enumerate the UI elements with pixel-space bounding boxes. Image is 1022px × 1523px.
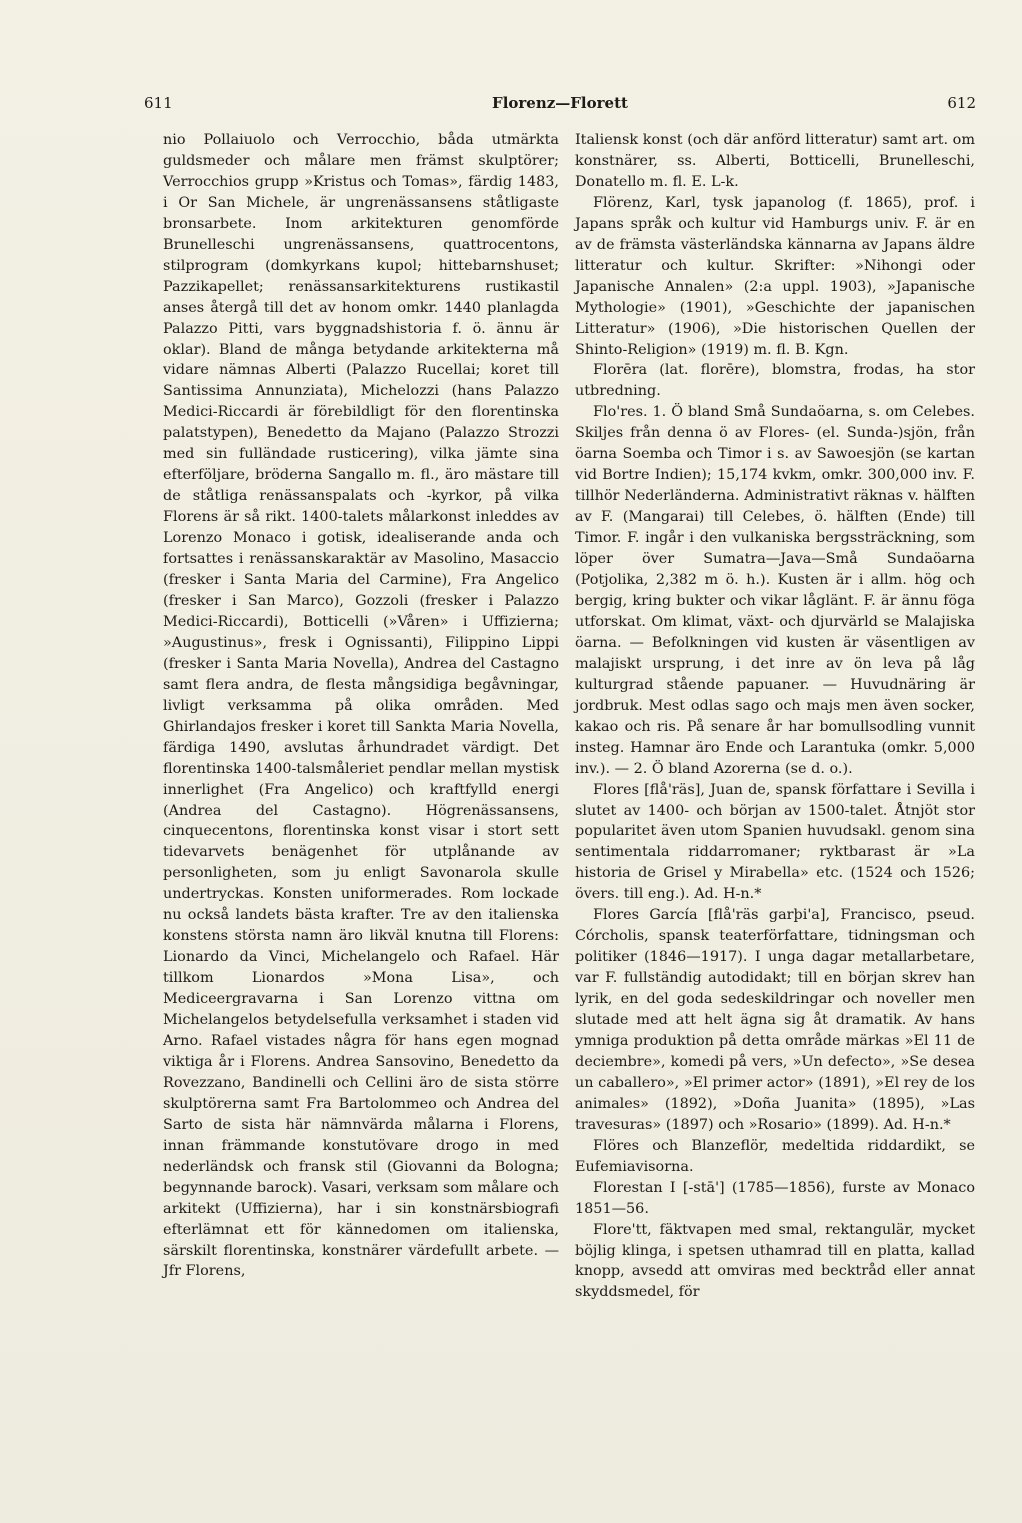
article-florenz-art-continued: nio Pollaiuolo och Verrocchio, båda utmärkta guldsmeder och målare men främst skulptörer; Verrocchios grupp »Kristus och Tomas», färdig 1483, i Or San Michele, är ungrenässansens ståtligaste bronsarbete. Inom arkitekturen genomförde Brunelleschi ungrenässansens, quattrocentons, stilprogram (domkyrkans kupol; hittebarnshuset; Pazzikapellet; renässansarkitekturens rustikastil anses återgå till det av honom omkr. 1440 planlagda Palazzo Pitti, vars byggnadshistoria f. ö. ännu är oklar). Bland de många betydande arkitekterna må vidare nämnas Alberti (Palazzo Rucellai; koret till Santissima Annunziata), Michelozzi (hans Palazzo Medici-Riccardi är förebildligt för den florentinska palatstypen), Benedetto da Majano (Palazzo Strozzi med sin fulländade rusticering), vilka jämte sina efterföljare, bröderna Sangallo m. fl., äro mästare till de ståtliga renässanspalats och -kyrkor, på vilka Florens är så rikt. 1400-talets målarkonst inleddes av Lorenzo Monaco i gotisk, idealiserande anda och fortsattes i renässanskaraktär av Masolino, Masaccio (fresker i Santa Maria del Carmine), Fra Angelico (fresker i San Marco), Gozzoli (fresker i Palazzo Medici-Riccardi), Botticelli (»Våren» i Uffizierna; »Augustinus», fresk i Ognissanti), Filippino Lippi (fresker i Santa Maria Novella), Andrea del Castagno samt flera andra, de flesta mångsidiga begåvningar, livligt verksamma på olika områden. Med Ghirlandajos fresker i koret till Sankta Maria Novella, färdiga 1490, avslutas århundradet värdigt. Det florentinska 1400-talsmåleriet pendlar mellan mystisk innerlighet (Fra Angelico) och kraftfylld energi (Andrea del Castagno). Högrenässansens, cinquecentons, florentinska konst visar i stort sett tidevarvets benägenhet för utplånande av personligheten, som ju enligt Savonarola skulle undertryckas. Konsten uniformerades. Rom lockade nu också landets bästa krafter. Tre av den italienska konstens största namn äro likväl knutna till Florens: Lionardo da Vinci, Michelangelo och Rafael. Här tillkom Lionardos »Mona Lisa», och Mediceergravarna i San Lorenzo vittna om Michelangelos betydelsefulla verksamhet i staden vid Arno. Rafael vistades några för hans egen mognad viktiga år i Florens. Andrea Sansovino, Benedetto da Rovezzano, Bandinelli och Cellini äro de sista större skulptörerna samt Fra Bartolommeo och Andrea del Sarto de sista här nämnvärda målarna i Florens, innan främmande konstutövare drogo in med nederländsk och fransk stil (Giovanni da Bologna; begynnande barock). Vasari, verksam som målare och arkitekt (Uffizierna), har i sin konstnärsbiografi efterlämnat ett för kännedomen om italienska, särskilt florentinska, konstnärer värdefullt arbete. — Jfr Florens, [163,132,559,1280]
right-column [575,130,975,1303]
right-page-number: 612 [947,94,976,112]
left-page-number: 611 [144,94,173,112]
entry-flores-juan: Flores [flå'räs], Juan de, spansk författare i Sevilla i slutet av 1400- och början av 1500-talet. Åtnjöt stor popularitet även utom Spanien huvudsakl. genom sina sentimentala riddarromaner; ryktbarast är »La historia de Grisel y Mirabella» etc. (1524 och 1526; övers. till eng.). Ad. H-n.* [575,781,975,903]
entry-flores-island: Flo'res. 1. Ö bland Små Sundaöarna, s. om Celebes. Skiljes från denna ö av Flores- (el. Sunda-)sjön, från öarna Soemba och Timor i s. av Sawoesjön (se kartan vid Bortre Indien); 15,174 kvkm, omkr. 300,000 inv. F. tillhör Nederländerna. Administrativt räknas v. hälften av F. (Mangarai) till Celebes, ö. hälften (Ende) till Timor. F. ingår i den vulkaniska bergssträckning, som löper över Sumatra—Java—Små Sundaöarna (Potjolika, 2,382 m ö. h.). Kusten är i allm. hög och bergig, kring bukter och vikar låglänt. F. är ännu föga utforskat. Om klimat, växt- och djurvärld se Malajiska öarna. — Befolkningen vid kusten är väsentligen av malajiskt ursprung, i det inre av ön leva på låg kulturgrad stående papuaner. — Huvudnäring är jordbruk. Mest odlas sago och majs men även socker, kakao och ris. På senare år har bomullsodling vunnit insteg. Hamnar äro Ende och Larantuka (omkr. 5,000 inv.). — 2. Ö bland Azorerna (se d. o.). [575,404,975,777]
article-florenz-art-end: Italiensk konst (och där anförd litteratur) samt art. om konstnärer, ss. Alberti, Botticelli, Brunelleschi, Donatello m. fl. E. L-k. [575,132,975,190]
entry-florestan: Florestan I [-stā'] (1785—1856), furste av Monaco 1851—56. [575,1179,975,1217]
entry-florenz-karl: Flörenz, Karl, tysk japanolog (f. 1865), prof. i Japans språk och kultur vid Hamburgs univ. F. är en av de främsta västerländska kännarna av Japans äldre litteratur och kultur. Skrifter: »Nihongi oder Japanische Annalen» (2:a uppl. 1903), »Japanische Mythologie» (1901), »Geschichte der japanischen Litteratur» (1906), »Die historischen Quellen der Shinto-Religion» (1919) m. fl. B. Kgn. [575,194,975,358]
page-header [144,94,976,118]
entry-flores-garcia: Flores García [flå'räs garþi'a], Francisco, pseud. Córcholis, spansk teaterförfattare, tidningsman och politiker (1846—1917). I unga dagar metallarbetare, var F. fullständig autodidakt; till en början skrev han lyrik, en del goda sedeskildringar och noveller men slutade med att helt ägna sig åt dramatik. Av hans ymniga produktion på detta område märkas »El 11 de deciembre», komedi på vers, »Un defecto», »Se desea un caballero», »El primer actor» (1891), »El rey de los animales» (1892), »Doña Juanita» (1895), »Las travesuras» (1897) och »Rosario» (1899). Ad. H-n.* [575,907,975,1133]
entry-florett: Flore'tt, fäktvapen med smal, rektangulär, mycket böjlig klinga, i spetsen uthamrad till en platta, kallad knopp, avsedd att omviras med becktråd eller annat skyddsmedel, för [575,1221,975,1301]
left-column [163,130,559,1282]
entry-flores-blanzeflor: Flöres och Blanzeflör, medeltida riddardikt, se Eufemiavisorna. [575,1137,975,1175]
entry-florera: Florēra (lat. florēre), blomstra, frodas, ha stor utbredning. [575,362,975,400]
running-title: Florenz—Florett [492,94,628,112]
